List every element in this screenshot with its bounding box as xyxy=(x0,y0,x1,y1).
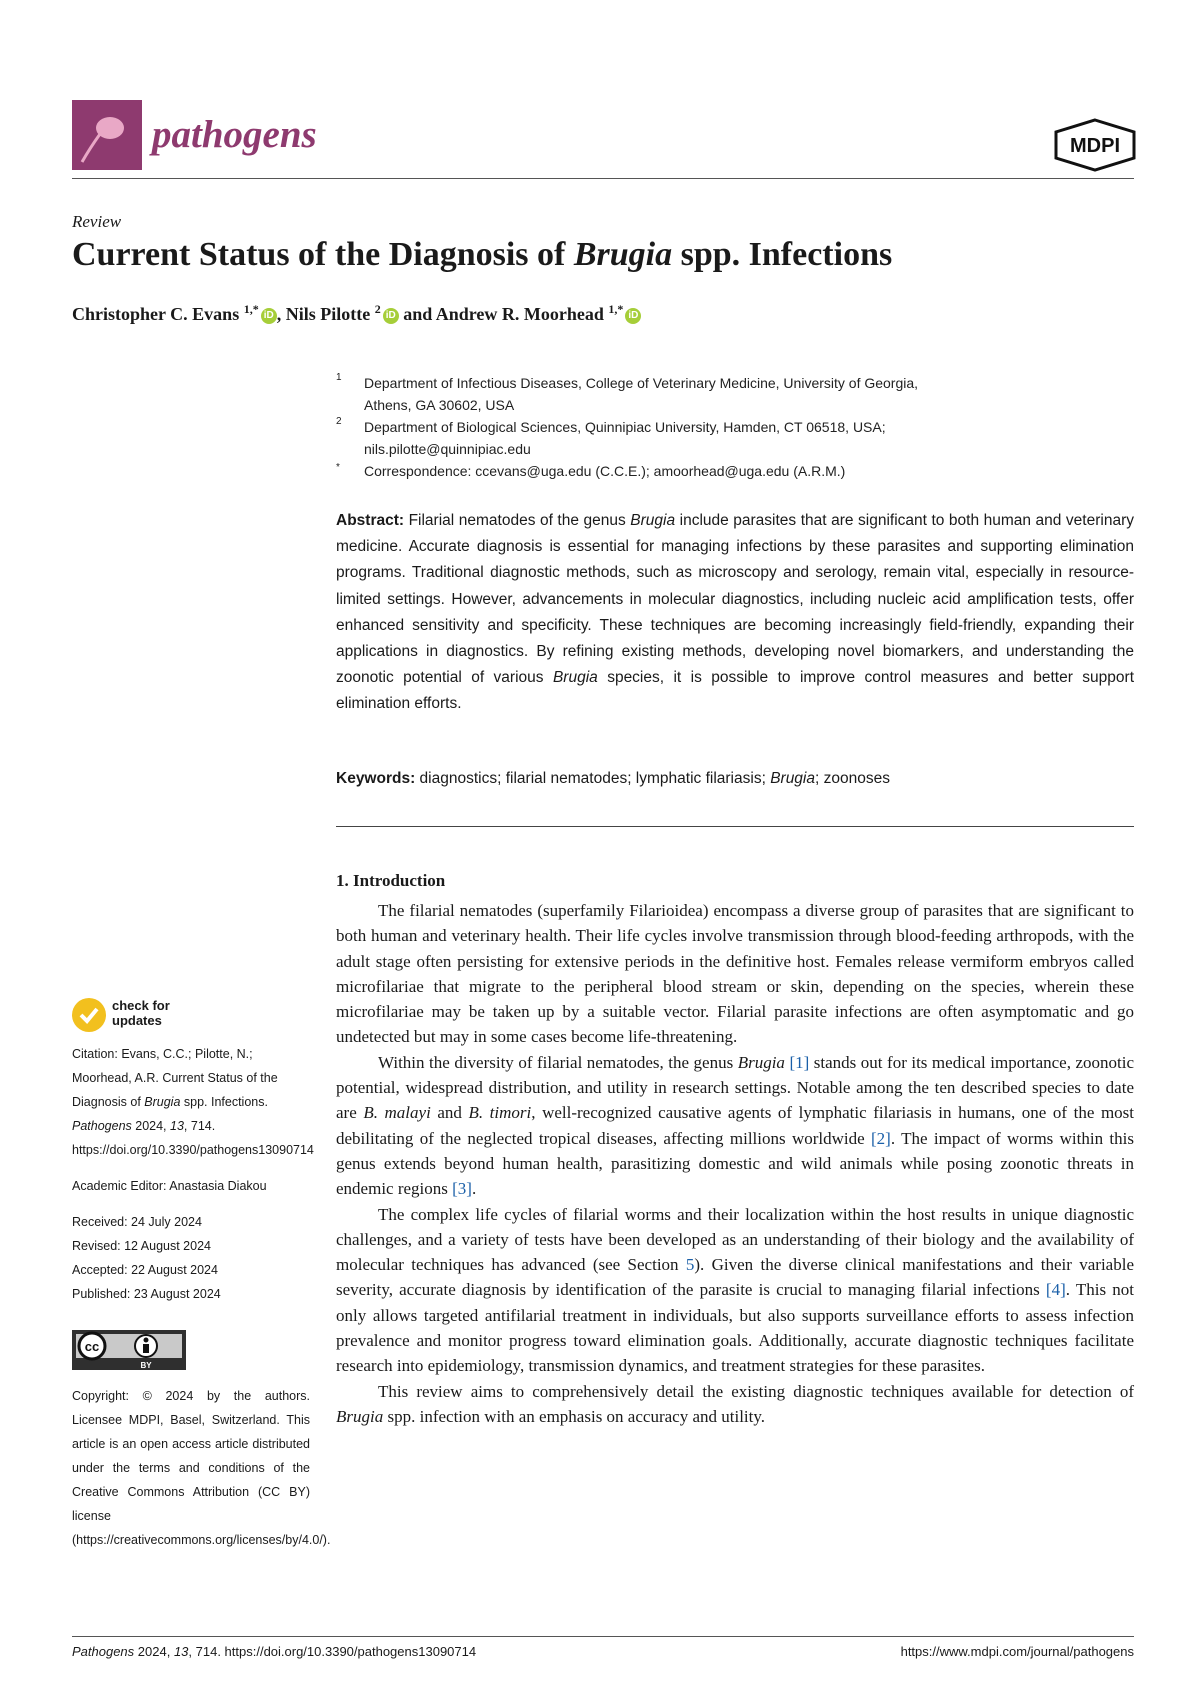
article-title: Current Status of the Diagnosis of Brugia spp. Infections xyxy=(72,236,893,273)
orcid-icon[interactable]: iD xyxy=(261,308,277,324)
academic-editor: Academic Editor: Anastasia Diakou xyxy=(72,1179,267,1193)
affiliation-number: 2 xyxy=(336,416,342,427)
footer-journal-url[interactable]: https://www.mdpi.com/journal/pathogens xyxy=(900,1644,1134,1659)
header-rule xyxy=(72,178,1134,179)
paragraph: This review aims to comprehensively detail the existing diagnostic techniques available for detection of Brugia spp. infection with an emphasis on accuracy and utility. xyxy=(336,1381,1134,1426)
copyright-notice: Copyright: © 2024 by the authors. Licensee MDPI, Basel, Switzerland. This article is an open access article distributed under the terms and conditions of the Creative Commons Attribution (CC BY) license (https://creativecommons.org/licenses/by/4.0/). xyxy=(72,1389,331,1547)
affiliation-number: 1 xyxy=(336,372,342,383)
orcid-icon[interactable]: iD xyxy=(625,308,641,324)
correspondence: Correspondence: ccevans@uga.edu (C.C.E.); amoorhead@uga.edu (A.R.M.) xyxy=(364,463,846,479)
article-type: Review xyxy=(72,212,122,231)
affiliation-2: Department of Biological Sciences, Quinnipiac University, Hamden, CT 06518, USA; nils.pilotte@quinnipiac.edu xyxy=(364,419,886,457)
svg-text:cc: cc xyxy=(84,1339,100,1354)
published-date: Published: 23 August 2024 xyxy=(72,1287,221,1301)
author-name[interactable]: Nils Pilotte xyxy=(285,304,371,324)
received-date: Received: 24 July 2024 xyxy=(72,1215,202,1229)
citation-link[interactable]: [3] xyxy=(452,1179,472,1199)
affiliation-1: Department of Infectious Diseases, College of Veterinary Medicine, University of Georgia, Athens, GA 30602, USA xyxy=(364,375,919,413)
section-heading: 1. Introduction xyxy=(336,871,446,890)
author-name[interactable]: Christopher C. Evans xyxy=(72,304,240,324)
author-list: Christopher C. Evans $^{1,*}$ iD , Nils Pilotte $^2$ iD and Andrew R. Moorhead $^{1,*}$ iD xyxy=(72,302,641,325)
paragraph: Within the diversity of filarial nematodes, the genus Brugia [1] stands out for its medical importance, zoonotic potential, widespread distribution, and utility in research settings. Notable among the ten described species to date are B. malayi and B. timori, well-recognized causative agents of lymphatic filariasis in humans, one of the most debilitating of the neglected tropical diseases, affecting millions worldwide [2]. The impact of worms within this genus extends beyond human health, parasitizing domestic and wild animals while posing zoonotic threats in endemic regions [3]. xyxy=(336,1052,1135,1199)
check-for-updates-icon[interactable] xyxy=(72,998,106,1032)
orcid-icon[interactable]: iD xyxy=(383,308,399,324)
svg-text:BY: BY xyxy=(140,1361,152,1370)
journal-name[interactable]: pathogens xyxy=(152,113,317,156)
footer-citation: Pathogens 2024, 13, 714. https://doi.org/10.3390/pathogens13090714 xyxy=(72,1644,477,1659)
citation-link[interactable]: [1] xyxy=(789,1052,810,1072)
cc-by-license-icon[interactable] xyxy=(72,1330,186,1370)
section-link[interactable]: 5 xyxy=(685,1255,695,1275)
abstract-rule xyxy=(336,826,1134,827)
abstract: Abstract: Filarial nematodes of the genus Brugia include parasites that are significant to both human and veterinary medicine. Accurate diagnosis is essential for managing infections by these parasites and supporting elimination programs. Traditional diagnostic methods, such as microscopy and serology, remain vital, especially in resource-limited settings. However, advancements in molecular diagnostics, including nucleic acid amplification tests, offer enhanced sensitivity and specificity. These techniques are becoming increasingly field-friendly, expanding their applications in diagnostics. By refining existing methods, developing novel biomarkers, and understanding the zoonotic potential of various Brugia species, it is possible to improve control measures and better support elimination efforts. xyxy=(336,512,1135,713)
affiliation-number: * xyxy=(336,462,340,473)
footer-rule xyxy=(72,1636,1134,1637)
author-name[interactable]: Andrew R. Moorhead xyxy=(435,304,604,324)
journal-logo xyxy=(72,100,142,170)
citation-link[interactable]: [2] xyxy=(871,1128,891,1148)
check-for-updates-label[interactable]: check for updates xyxy=(112,998,170,1028)
svg-text:MDPI: MDPI xyxy=(1070,135,1120,157)
paragraph: The complex life cycles of filarial worms and their localization within the host results in unique diagnostic challenges, and a variety of tests have been developed as an understanding of their biology and the availability of molecular techniques has advanced (see Section 5). Given the diverse clinical manifestations and their variable severity, accurate diagnosis by identification of the parasite is crucial to managing filarial infections [4]. This not only allows targeted antifilarial treatment in individuals, but also supports surveillance efforts to assess infection prevalence and monitor progress toward elimination goals. Additionally, accurate diagnostic techniques facilitate research into epidemiology, transmission dynamics, and treatment strategies for these parasites. xyxy=(336,1204,1135,1376)
introduction-body xyxy=(336,898,1134,1429)
keywords: Keywords: diagnostics; filarial nematodes; lymphatic filariasis; Brugia; zoonoses xyxy=(336,770,890,787)
citation-link[interactable]: [4] xyxy=(1045,1280,1066,1300)
accepted-date: Accepted: 22 August 2024 xyxy=(72,1263,218,1277)
citation-block: Citation: Evans, C.C.; Pilotte, N.; Moorhead, A.R. Current Status of the Diagnosis of Brugia spp. Infections. Pathogens 2024, 13, 714. https://doi.org/10.3390/pathogens13090714 xyxy=(72,1047,314,1157)
paragraph: The filarial nematodes (superfamily Filarioidea) encompass a diverse group of parasites that are significant to both human and veterinary health. Their life cycles involve transmission through blood-feeding arthropods, with the adult stage often persisting for extensive periods in the definitive host. Females release vermiform embryos called microfilariae that migrate to the peripheral blood stream or skin, depending on the species, wherein these microfilariae may be taken up by a suitable vector. Filarial parasite infections are often asymptomatic and go undetected but may in some cases become life-threatening. xyxy=(336,901,1134,1047)
mdpi-logo[interactable] xyxy=(1050,118,1140,172)
revised-date: Revised: 12 August 2024 xyxy=(72,1239,211,1253)
